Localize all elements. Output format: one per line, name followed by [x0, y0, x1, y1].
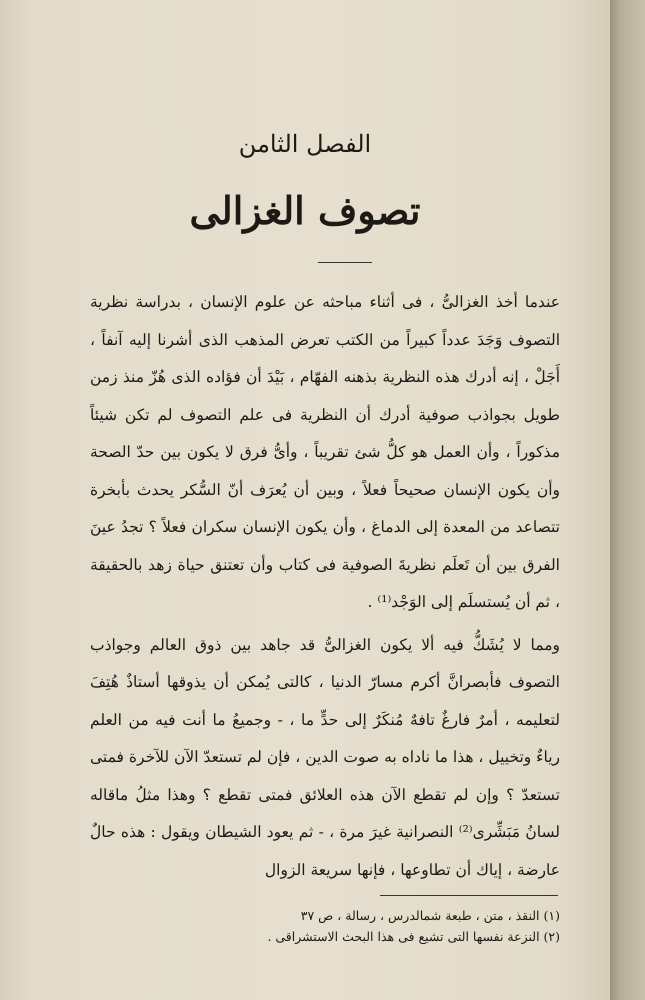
footnote-2: (٢) النزعة نفسها التى تشيع فى هذا البحث الاستشراقى .	[267, 929, 560, 944]
body-paragraph-2: ومما لا يُشَكُّ فيه ألا يكون الغزالىُّ قد جاهد بين ذوق العالم وجواذب التصوف فأبصرانَّ أكرم مسارّ الدنيا ، كالتى يُمكن أن يذوقها أستاذٌ هُتِفَ لتعليمه ، أمرٌ فارغٌ تافهٌ مُنكَرٌ إلى حدٍّ ما ، - وجميعُ ما أنت فيه من العلم رياءٌ وتخييل ، هذا ما ناداه به صوت الدين ، فإن لم تستعدّ الآن للآخرة فمتى تستعدّ ؟ وإن لم تقطع الآن هذه العلائق فمتى تقطع ؟ وهذا مثلُ ماقاله لسانُ مَبَشِّرى⁽²⁾ النصرانية غيرَ مرة ، - ثم يعود الشيطان ويقول : هذه حالٌ عارضة ، إياك أن تطاوعها ، فإنها سريعة الزوال	[90, 635, 560, 879]
footnotes	[120, 905, 560, 947]
footnote-separator	[380, 895, 558, 896]
footnote-1: (١) النقذ ، متن ، طبعة شمالدرس ، رسالة ، ص ٣٧	[300, 908, 560, 923]
title-divider	[318, 262, 372, 263]
chapter-body	[90, 284, 560, 889]
chapter-number: الفصل الثامن	[238, 130, 372, 158]
body-paragraph-1: عندما أخذ الغزالىُّ ، فى أثناء مباحثه عن علوم الإنسان ، بدراسة نظرية التصوف وَجَدَ عدداً كبيراً من الكتب تعرض المذهب الذى أشرنا إليه آنفاً ، أَجَلْ ، إنه أدرك هذه النظرية بذهنه الفهّام ، بَيْدَ أن فؤاده الذى هُزّ منذ زمن طويل بجواذب صوفية أدرك أن النظرية فى علم التصوف لم تكن شيئاً مذكوراً ، وأن العمل هو كلُّ شئ تقريباً ، وأىُّ فرق لا يكون بين حدّ الصحة وأن يكون الإنسان صحيحاً فعلاً ، وبين أن يُعرَف أنّ السُّكر يحدث بأبخرة تتصاعد من المعدة إلى الدماغ ، وأن يكون الإنسان سكران فعلاً ؟ تجدُ عينَ الفرق بين أن تَعلَم نظريةَ الصوفية فى كتاب وأن تعتنق حياة زهد بالحقيقة ، ثم أن يُستسلَم إلى الوَجْد⁽¹⁾ .	[90, 293, 560, 611]
chapter-title: تصوف الغزالى	[189, 188, 421, 233]
page-edge	[610, 0, 645, 1000]
